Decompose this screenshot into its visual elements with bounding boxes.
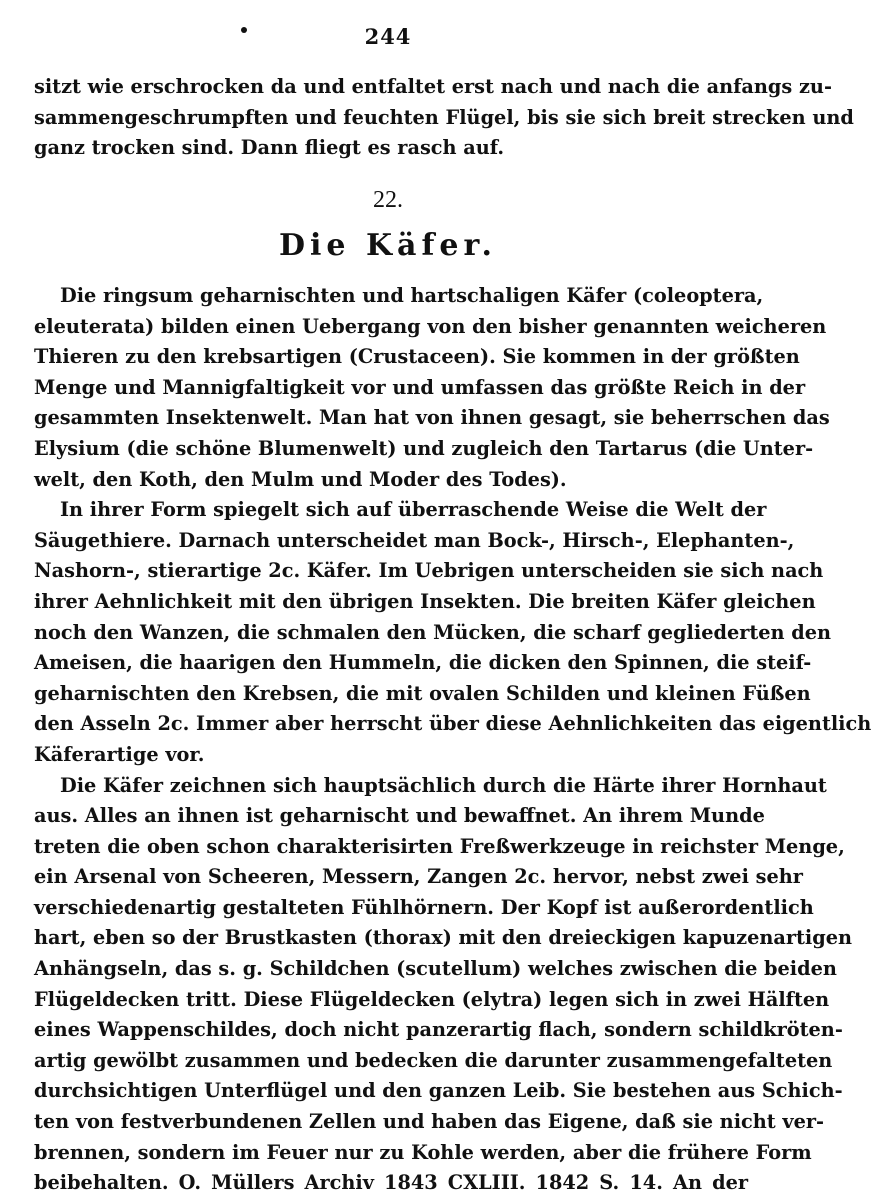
- text-line: Käferartige vor.: [34, 742, 205, 766]
- text-line: artig gewölbt zusammen und bedecken die darunter zusammengefalteten: [34, 1048, 833, 1072]
- text-line: eleuterata) bilden einen Uebergang von den bisher genannten weicheren: [34, 314, 827, 338]
- text-line: Nashorn-, stierartige 2c. Käfer. Im Uebrigen unterscheiden sie sich nach: [34, 559, 824, 583]
- text-line: ein Arsenal von Scheeren, Messern, Zangen 2c. hervor, nebst zwei sehr: [34, 865, 803, 889]
- text-line: sammengeschrumpften und feuchten Flügel, bis sie sich breit strecken und: [34, 105, 854, 129]
- text-line: hart, eben so der Brustkasten (thorax) mit den dreieckigen kapuzenartigen: [34, 926, 853, 950]
- text-line: welt, den Koth, den Mulm und Moder des Todes).: [34, 467, 567, 491]
- text-line: gesammten Insektenwelt. Man hat von ihnen gesagt, sie beherrschen das: [34, 406, 830, 430]
- text-line: ten von festverbundenen Zellen und haben das Eigene, daß sie nicht ver-: [34, 1110, 825, 1134]
- text-line: Ameisen, die haarigen den Hummeln, die dicken den Spinnen, die steif-: [34, 651, 812, 675]
- top-paragraph: [34, 72, 854, 164]
- text-line: noch den Wanzen, die schmalen den Mücken, die scharf gegliederten den: [34, 620, 832, 644]
- text-line: In ihrer Form spiegelt sich auf überraschende Weise die Welt der: [60, 498, 767, 522]
- paragraph-1: [34, 281, 871, 1199]
- text-line: ganz trocken sind. Dann fliegt es rasch auf.: [34, 136, 505, 160]
- text-line: verschiedenartig gestalteten Fühlhörnern. Der Kopf ist außerordentlich: [34, 895, 814, 919]
- text-line: geharnischten den Krebsen, die mit ovalen Schilden und kleinen Füßen: [34, 681, 811, 705]
- text-line: den Asseln 2c. Immer aber herrscht über diese Aehnlichkeiten das eigentlich: [34, 712, 871, 736]
- text-line: eines Wappenschildes, doch nicht panzerartig flach, sondern schildkröten-: [34, 1018, 843, 1042]
- text-line: sitzt wie erschrocken da und entfaltet erst nach und nach die anfangs zu-: [34, 75, 832, 98]
- text-line: Säugethiere. Darnach unterscheidet man Bock-, Hirsch-, Elephanten-,: [34, 528, 795, 552]
- section-number: 22.: [373, 187, 403, 213]
- text-line: Flügeldecken tritt. Diese Flügeldecken (elytra) legen sich in zwei Hälften: [34, 987, 830, 1011]
- section-title: Die Käfer.: [279, 228, 497, 263]
- text-line: Die ringsum geharnischten und hartschaligen Käfer (coleoptera,: [60, 284, 764, 307]
- text-line: durchsichtigen Unterflügel und den ganzen Leib. Sie bestehen aus Schich-: [34, 1079, 843, 1103]
- text-line: ihrer Aehnlichkeit mit den übrigen Insekten. Die breiten Käfer gleichen: [34, 589, 816, 613]
- text-line: brennen, sondern im Feuer nur zu Kohle werden, aber die frühere Form: [34, 1140, 812, 1164]
- page-number: 244: [364, 24, 412, 49]
- text-line: beibehalten. O. Müllers Archiv 1843 CXLIII. 1842 S. 14. An der: [34, 1171, 748, 1195]
- text-line: Anhängseln, das s. g. Schildchen (scutellum) welches zwischen die beiden: [34, 957, 837, 981]
- text-line: Menge und Mannigfaltigkeit vor und umfassen das größte Reich in der: [34, 375, 806, 399]
- text-line: Thieren zu den krebsartigen (Crustaceen). Sie kommen in der größten: [34, 345, 800, 369]
- text-line: Die Käfer zeichnen sich hauptsächlich durch die Härte ihrer Hornhaut: [60, 773, 827, 797]
- text-line: aus. Alles an ihnen ist geharnischt und bewaffnet. An ihrem Munde: [34, 804, 765, 828]
- text-line: treten die oben schon charakterisirten Freßwerkzeuge in reichster Menge,: [34, 834, 845, 858]
- text-line: Elysium (die schöne Blumenwelt) und zugleich den Tartarus (die Unter-: [34, 436, 814, 460]
